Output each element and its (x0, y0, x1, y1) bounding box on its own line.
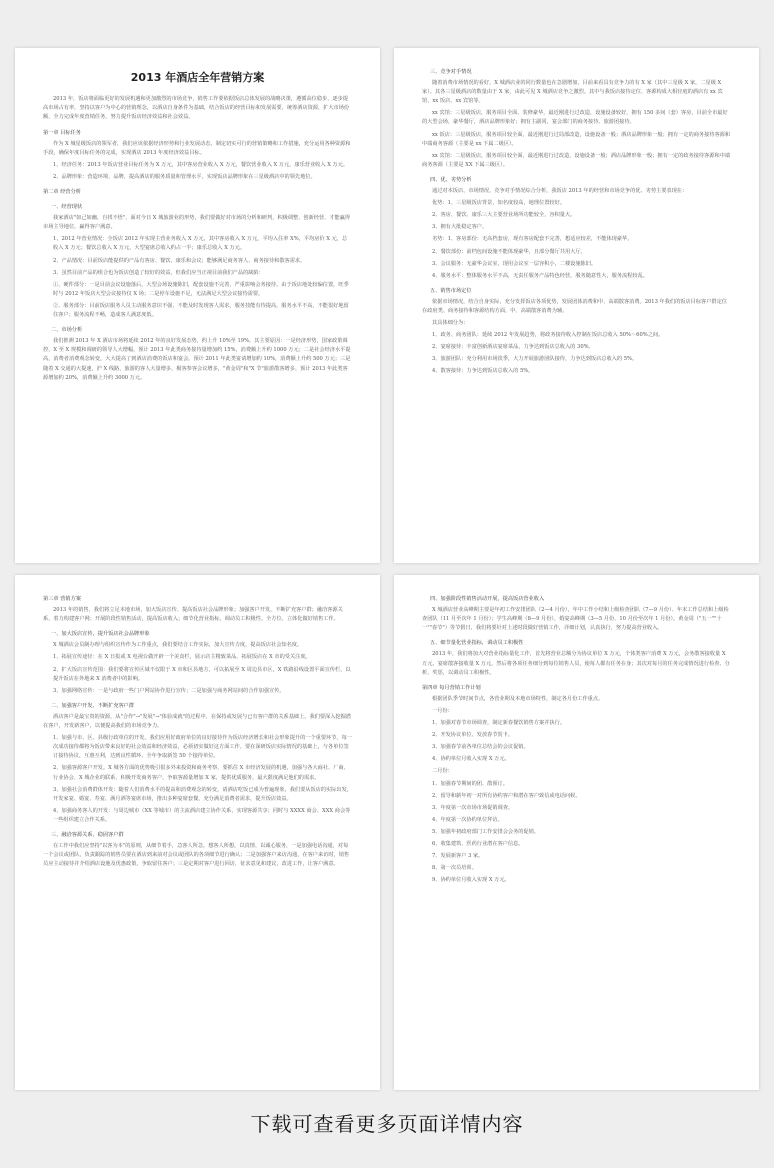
list-item: 1、拓展宣传途径：在 X 日报或 X 电视台做开辟一个美食栏，展示店主精致菜品，拓展饭店在 X 市的受关注度。 (53, 654, 311, 661)
list-item: 1、政务、商务团队：延续 2012 年发展趋势，将政务接待收入控制在饭店总收入 50%～60%之间。 (432, 332, 664, 339)
list-item: 2、扩大饭店宣传范围：我们要将宣传区域不仅限于 X 市和区县地方，可以拓展至 X 周边县市区，X 铁路沿线设置平面宣传栏，以提升饭店在外地来 X 消费者中的影响。 (53, 666, 351, 682)
list-item: 4、散客接待：力争达到饭店总收入的 5%。 (432, 368, 534, 375)
section-heading: 五、销售市场定位 (430, 287, 472, 294)
list-item: 1、加强对春节市场调查，制定新春餐饮销售方案并执行。 (432, 720, 565, 727)
list-item: 1、2012 年营业情况：全饭店 2012 年实现主营业务收入 X 万元，其中客房收入 X 万元，平均入住率 X%，平均房价 X 元，总收入 X 万元；餐饮总收入 X 万元，大型宴席总收入约占一半；康乐总收入 X 万元。 (53, 236, 348, 252)
list-item: 2、客房、餐饮、康乐三大主要营业场所功能较全，容积量大。 (432, 212, 576, 219)
list-item: 5、加强年初政府部门工作安排会会务的促销。 (432, 828, 540, 835)
list-item: 3、年度第一次市场市场促销调查。 (432, 804, 514, 811)
list-item: 4、服务水平：整体服务水平不高，无责任服务产品特色经营，服务随意性大，服务流程较乱。 (432, 272, 648, 279)
paragraph: 我们推测 2013 年 X 酒店市场将延续 2012 年的良好发展态势，约上升 10%至 19%。其主要原因：一是经济形势，国家政策调控，X 至 X 规模和调研的领导人大增幅，预计 2013 年此类商务接待量增加约 15%，消费额上升约 1000 万元；二是社会经济水平提高，消费者消费观念转变，大大提高了到酒店消费的饭店和宴会。预计 2011 年此类宴请增加约 10%，消费额上升约 500 万元；三是随着 X 交通的大提速，沪 X 线路，旅游的客人大量增多，极客参客会议增多，"黄金周"和"X 节"旅游散客增多。预计 2013 年此类客源增加约 20%，消费额上升约 3000 万元。 (43, 338, 351, 381)
section-heading: 第一章 目标任务 (43, 129, 81, 136)
list-item: ①、硬件部分：一是目前会议设施落后，大型会场设施陈旧，配套设施不完善，严重影响会务接待。由于饭店地处较偏位置，旺季时与 2012 年饭店大型会议接待仅 X 场；二是停车设施不足，无法满足大型会议接待需要。 (53, 281, 349, 297)
paragraph: X 城酒店会员制办理与组织宣传作为工作重点，我们要结合工作实际，加大宣传力度，提高饭店社会知名度。 (53, 642, 303, 649)
section-heading: 第四章 每月营销工作计划 (422, 684, 481, 691)
document-page-3 (15, 575, 380, 1090)
list-item: 2、品牌形象：营造环境、品牌，提高酒店的服务质量和管理水平，实现饭店品牌形象在三星级酒店中的领先地位。 (53, 173, 316, 180)
paragraph: 2013 年，饭店将面临更好的发展机遇和更加激烈的市场竞争，销售工作要依据饭店总体发展的战略决策，遵循高位稳步，逐步提高市场占有率，坚持以客户为中心的营销理念，以酒店自身条件为基础，结合饭店的经营目标和发展需要，统筹酒店资源，扩大市场份额，全力完成年度营销任务，努力提升饭店经济效益和社会效益。 (43, 96, 350, 121)
list-item: 6、收集建筑、医药行业潜在客户信息。 (432, 840, 524, 847)
list-item: 8、第一次员培训。 (432, 865, 477, 872)
list-item: 3、加强网络宣传：一是与政府一些门户网站协作进行宣传；二是加强与商务网站间的合作加强宣传。 (53, 687, 285, 694)
list-item: 9、协约单位月收入实现 X 万元。 (432, 877, 510, 884)
list-item: 4、协约单位月收入实现 X 万元。 (432, 756, 510, 763)
section-heading: 三、融洽客源关系，稳固客户群 (51, 831, 124, 838)
paragraph: xx 宾馆：三星级饭店，服务项目全面，装修豪华，最近刚进行过改造，设施设备较好，拥有 150 多间（套）客房，目前全市最好的大型会场，豪华餐厅，酒店品牌形象好；拥有主副同，宴会部门的商务接待、旅游团接待。 (422, 110, 728, 126)
list-item: 3、加强春节前各单位总结会的会议促销。 (432, 744, 529, 751)
list-item: 3、加强社会消费群体开发：随着人们消费水平的提高和消费观念的转变，请酒店吃饭已成为普遍现象，我们要从饭店的实际出发，开发家宴、婚宴、寿宴、满月酒等宴席市场，推出多种宴席套餐，充分满足消费者需求，提升饭店效益。 (53, 786, 352, 802)
section-heading: 二、加强客户开发，不断扩充客户群 (51, 702, 135, 709)
document-page-2 (394, 48, 759, 563)
list-item: 3、拥有大批稳定客户。 (432, 224, 488, 231)
list-item: 3、旅游团队：充分利用市场淡季，大力开展旅游团队接待，力争达到饭店总收入的 5%。 (432, 356, 638, 363)
paragraph: 2013 年，我们将加大对营业指标量化工作，首先将营业总额分为协议单位 X 万元，个体类客户消费 X 万元，会务散客接收量 X 万元，宴席散客接收量 X 万元，然后将各项任务细分到每位销售人员，使每人都有任务在身；其次对每月的任务完成情况进行检查、分析、奖惩，以调动员工积极性。 (422, 651, 730, 676)
list-item: 1、经济任务：2013 年饭店营业目标任务为 X 万元，其中客房营业收入 X 万元，餐饮营业收入 X 万元，康乐营业收入 X 万元。 (53, 161, 349, 168)
list-item: 2、产品情况：目前饭店能提供的产品有客房、餐饮、康乐和会议；能够满足商务客人、商务接待和散客需求。 (53, 257, 306, 264)
list-item: 2、加强客源客户开发。X 城各方面的优势吸引很多外来投资和商务考察，要抓住 X 市经济发展的机遇，加强与各大商社、厂商、行业协会、X 城企业的联系，积极开发商务客户，争取客源量增加 X 家，提供优质服务，最大限度满足他们的需求。 (53, 765, 349, 781)
paragraph: xx 宾馆：二星级饭店，服务项目较全面，最近刚进行过改造，设施设备一般；酒店品牌形象一般；拥有一定的政务接待客源和中端商务客源（主要是 XX 下属三级区）。 (422, 152, 731, 168)
list-item: 1、加强与市、区、县级行政单位的开发。我们应用好政府单位的良好接待作为饭店经济增长和社会形象提升的一个重要环节，每一次成功接待都将为饭店带来良好的社会效益和经济效益，必须切实做好这方面工作。要在深研饭店实际情况的基础上，与各单位签订接待协议，互惠互利，达到良性循环，全年争取新签 50 个接待单位。 (53, 735, 352, 760)
paragraph: 通过对本饭店、市场情况、竞争对手情况综合分析，我饭店 2013 年的经营和市场竞争的优、劣势主要表现在： (432, 188, 688, 195)
list-item: 2、餐饮部份：前档包间设施不能体现豪华，且部分餐厅共用大厅。 (432, 248, 586, 255)
paragraph: 酒店客户是最宝贵的资源，从"合作"→"发展"→"体验成就"的过程中，在保持或发展与已有客户群的关系基础上，我们要深入挖掘潜在客户，开发新客户，以便提高我们的市场竞争力。 (43, 713, 351, 730)
section-heading: 第二章 经营分析 (43, 189, 81, 195)
list-item: 3、会议服务：无豪华会议室，现用会议室一层容积小，二楼设施陈旧。 (432, 260, 597, 267)
list-item: 4、年度第一次协约单位拜访。 (432, 816, 503, 823)
document-page-1 (15, 48, 380, 563)
section-heading: 第三章 营销方案 (43, 596, 81, 602)
list-item: ②、服务部分：目前饭店服务人员主动服务意识不强，不能及时发现客人需求，服务技能有待提高，服务水平不高，不能很好地留住客户；服务流程不畅，造成客人满意度低。 (53, 302, 349, 319)
paragraph: 随着消费市场情况的看好，X 城酒店业的同行数量也在急剧增加，目前来看具有竞争力的有 X 家（其中三星级 X 家，二星级 X 家）。其各三星级酒店的数量由于 X 家，由此可见 X 城酒店竞争之激烈。其中与我饭店接待定位、客源构成大相径庭的酒店有 xx 宾馆、xx 饭店、xx 宾馆等。 (422, 80, 723, 105)
section-heading: 一、经营现状 (51, 204, 83, 211)
paragraph: 2013 年的销售，我们将立足本地市场，加大饭店宣传、提高饭店社会品牌形象；加强客户开发，不断扩充客户群；融洽客源关系，着力构建客户网；开展阶段性销售活动，提高饭店收入；细节化营业指标，调动员工积极性。全方位、立体化做好销售工作。 (43, 607, 343, 623)
section-heading: 二、市场分析 (51, 327, 83, 334)
list-item: 3、虽然目前产品的组合也为饭店创造了较好的效益，但我们应当正视目前我们产品的缺陷： (53, 269, 264, 276)
paragraph: 我家酒店"如己如幽，自找不悟"，面对今日 X 城旅游业的形势，我们要做好对市场的分析和研判，积极调整、创新经营、才能赢得市场主导地位，赢得客户满意。 (43, 215, 351, 231)
section-heading: 一、加大饭店宣传，提升饭店社会品牌形象 (51, 631, 150, 638)
section-heading: 四、优、劣势分析 (430, 176, 472, 183)
list-item: 7、发展新客户 3 家。 (432, 853, 484, 860)
list-item: 4、加强商务客人的开发：与周边城市（XX 等城市）的主流酒店建立协作关系，实现客源共享；同时与 XXXX 商会、XXX 商会等一些组织建立合作关系。 (53, 807, 351, 823)
list-item: 劣势：1、客房部份：无高档套房，现有客房配套不完善，想适应较差，不能体现豪华。 (432, 236, 633, 243)
list-item: 二月份： (432, 768, 453, 775)
list-item: 2、留导和薪年初一对所有协约客户和潜在客户致信或电话问候。 (432, 792, 581, 799)
paragraph: 依据市场情况，结合自身实际，充分发挥饭店各项优势，发展团体消费和中、高端散客消费。2013 年我们的饭店目标客户群定位在政府类、商务接待和客源结构方面，中、高端散客消费为辅。 (422, 298, 727, 314)
document-title: 2013 年酒店全年营销方案 (130, 71, 265, 84)
list-item: 一月份： (432, 707, 453, 714)
section-heading: 三、竞争对手情况 (430, 69, 472, 75)
paragraph: 在工作中我们应坚持"以客为本"的原则，从细节着手，急客人所急，想客人所想，以真情、以诚心服务，一是加强电话沟通，对每一个会议或团队，负责跟踪的销售员要在酒店到来前对会议或团队的各项细节进行确认；二是加强客户来访沟通，在客户来访时，销售员应主动接待并介绍酒店设施及优惠政策，争取留住客户；三是定期对客户进行回访，征求意见和建议，改进工作，让客户满意。 (43, 843, 350, 868)
list-item: 1、加强春节期间的团、散预订。 (432, 780, 508, 787)
list-item: 优势：1、三星级饭店背景，知名度较高，地理位置较好。 (432, 200, 565, 207)
paragraph: xx 饭店：三星级饭店，服务项目较全面，最近刚进行过局部改造，设施设备一般；酒店品牌形象一般；拥有一定的商务接待客源和中端商务客源（主要是 xx 下属二级区）。 (422, 131, 731, 147)
list-item: 2、开发协议单位、发放春节贺卡。 (432, 732, 514, 739)
paragraph: X 城酒店营业高峰期主要是年初工作安排团队（2—4 月份），年中工作小结和上级检查团队（7—9 月份）、年末工作总结和上级检查团队（11 月至次年 1 月份）；学生高峰期（8—9 月份），婚宴高峰期（3—5 月份、10 月份至次年 1 月份）。黄金周（"五一""十一""春节"）等节假日，我们将要针对上述时段做好营销工作，详细计划，认真执行，努力提高营业收入。 (422, 607, 729, 632)
paragraph: 作为 X 城星级饭店的领军者，我们应该依据经济形势和行业发展动态，制定切实可行的营销策略和工作措施，充分运用各种资源和手段，确保年度目标任务的完成，实现酒店 2013 年度经济效益目标。 (43, 140, 351, 156)
section-heading: 五、细节量化营业指标，调动员工积极性 (430, 640, 524, 647)
document-page-4 (394, 575, 759, 1090)
more-pages-caption: 下载可查看更多页面详情内容 (250, 1112, 524, 1136)
list-item: 其具体细分为： (432, 320, 469, 327)
list-item: 2、宴席接待：丰富创新酒店宴席菜品，力争达到饭店总收入的 30%。 (432, 344, 594, 351)
paragraph: 根据团队季节时间节点，各营业期及本地市场特性，制定各月份工作重点。 (432, 695, 604, 702)
section-heading: 四、加强阶段性销售活动开展，提高饭店营业收入 (430, 596, 545, 602)
